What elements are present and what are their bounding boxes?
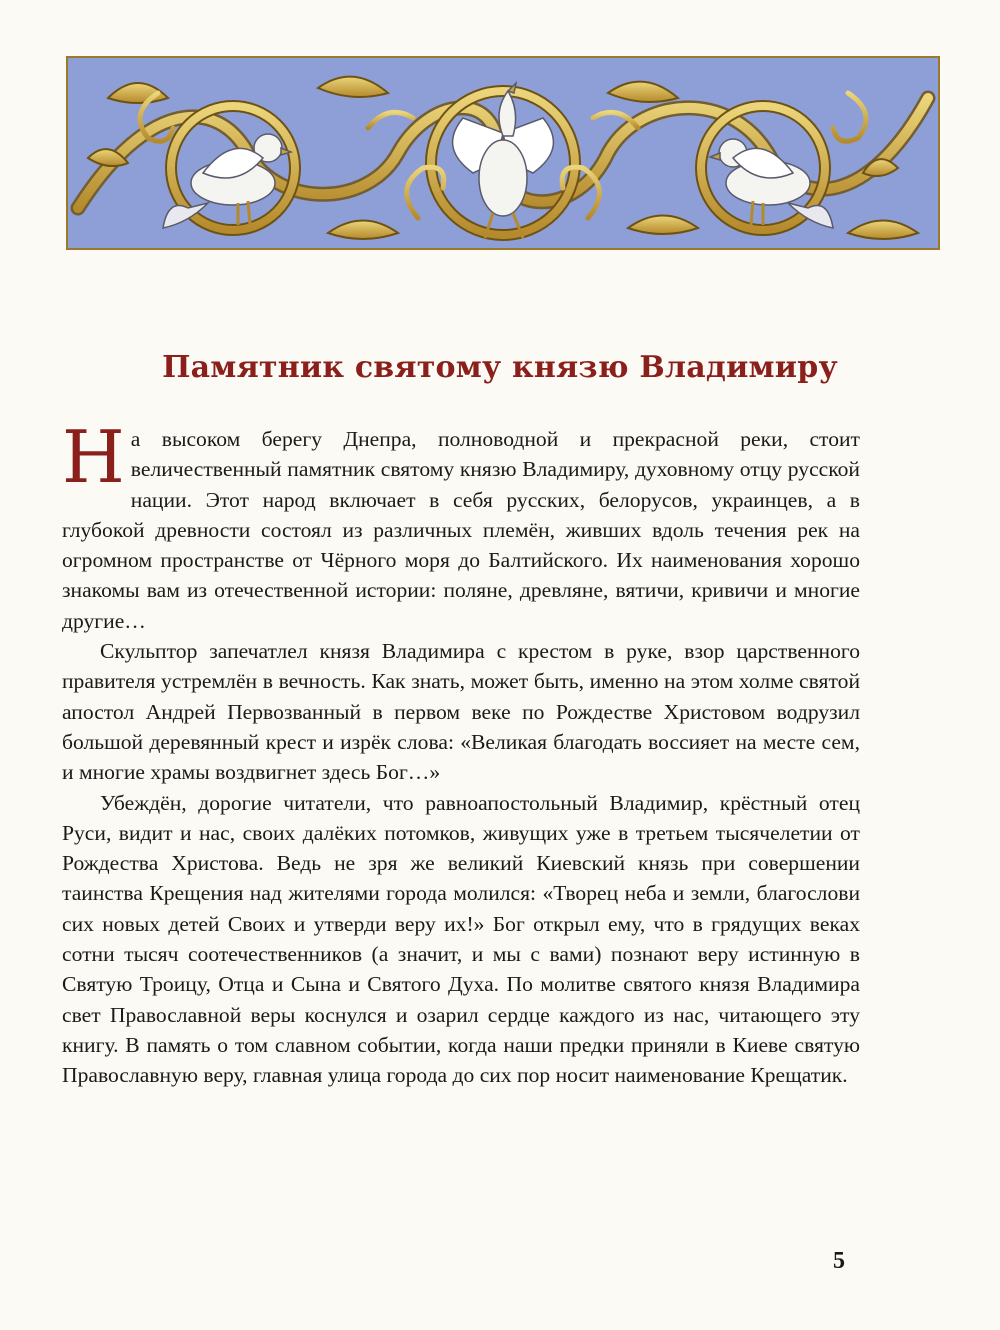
article-body [62,415,860,1091]
paragraph-2: Скульптор запечатлел князя Владимира с крестом в руке, взор царственного правителя устремлён в вечность. Как знать, может быть, именно на этом холме святой апостол Андрей Первозванный в первом веке по Рождестве Христовом водрузил большой деревянный крест и изрёк слова: «Великая благодать воссияет на месте сем, и многие храмы воздвигнет здесь Бог…» [62,639,860,785]
ornamental-banner [66,56,940,250]
page-number: 5 [833,1248,845,1274]
paragraph-3: Убеждён, дорогие читатели, что равноапостольный Владимир, крёстный отец Руси, видит и нас, своих далёких потомков, живущих уже в третьем тысячелетии от Рождества Христова. Ведь не зря же великий Киевский князь при совершении таинства Крещения над жителями города молился: «Творец неба и земли, благослови сих новых детей Своих и утверди веру их!» Бог открыл ему, что в грядущих веках сотни тысяч соотечественников (а значит, и мы с вами) познают веру истинную в Святую Троицу, Отца и Сына и Святого Духа. По молитве святого князя Владимира свет Православной веры коснулся и озарил сердце каждого из нас, читающего эту книгу. В память о том славном событии, когда наши предки приняли в Киеве святую Православную веру, главная улица города до сих пор носит наименование Крещатик. [62,790,860,1088]
page-title: Памятник святому князю Владимиру [162,350,838,386]
paragraph-1 [62,415,860,636]
ornament-illustration [68,58,938,248]
paragraph-1-text: а высоком берегу Днепра, полноводной и прекрасной реки, стоит величественный памятник святому князю Владимиру, духовному отцу русской нации. Этот народ включает в себя русских, белорусов, украинцев, а в глубокой древности состоял из различных племён, живших вдоль течения рек на огромном пространстве от Чёрного моря до Балтийского. Их наименования хорошо знакомы вам из отечественной истории: поляне, древляне, вятичи, кривичи и многие другие… [62,427,860,633]
drop-cap: Н [62,415,125,499]
